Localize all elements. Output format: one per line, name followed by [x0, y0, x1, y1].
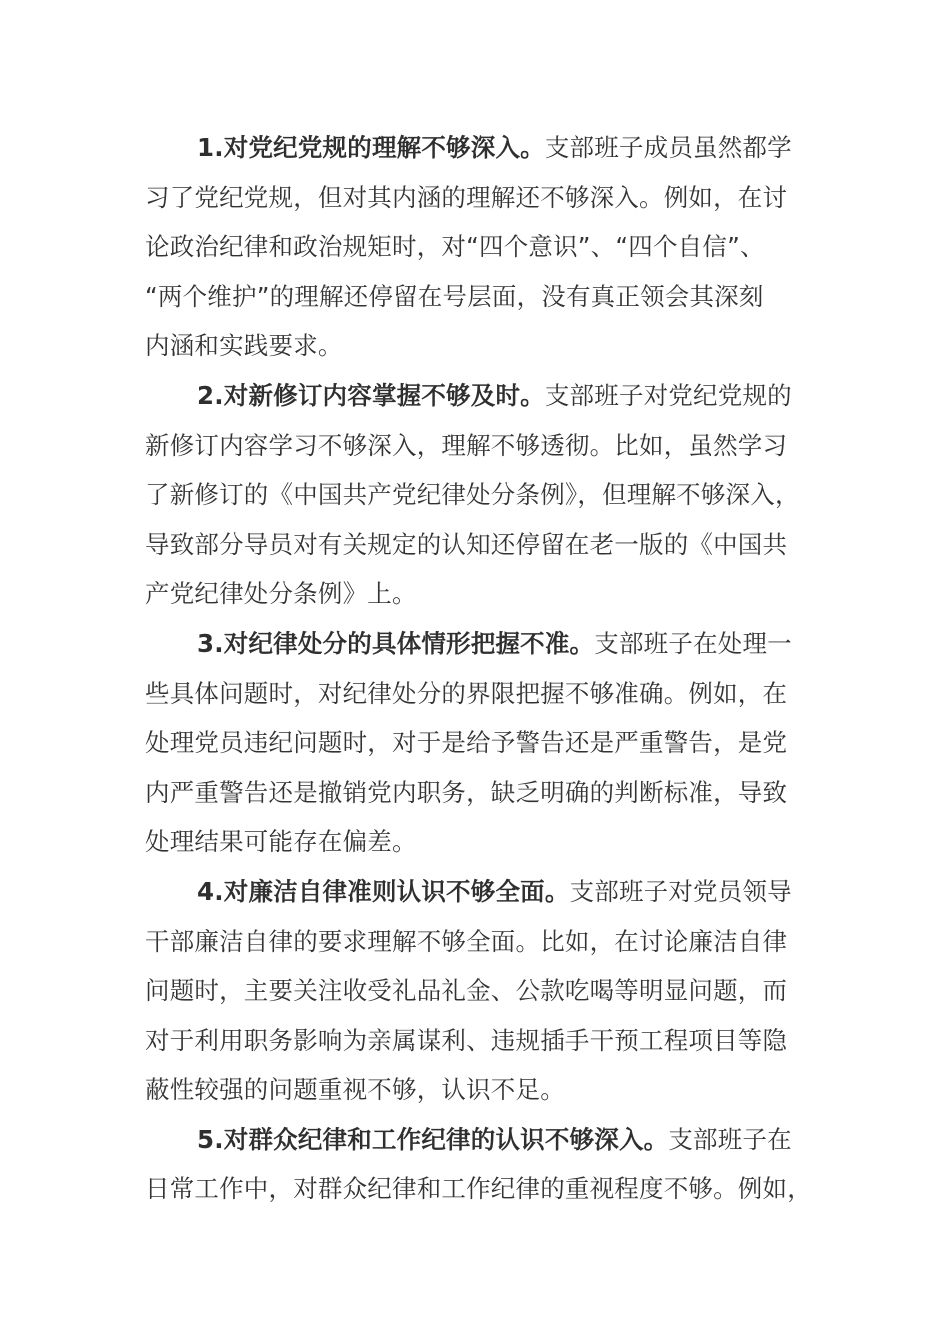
section-5 — [145, 1115, 812, 1214]
paragraph-line: 新修订内容学习不够深入，理解不够透彻。比如，虽然学习 — [145, 430, 788, 460]
paragraph-line: 内严重警告还是撤销党内职务，缺乏明确的判断标准，导致 — [145, 777, 788, 807]
section-2 — [145, 371, 800, 619]
paragraph-line: 些具体问题时，对纪律处分的界限把握不够准确。例如，在 — [145, 678, 788, 708]
paragraph-line: 论政治纪律和政治规矩时，对“四个意识”、“四个自信”、 — [145, 232, 765, 262]
paragraph-line: 对于利用职务影响为亲属谋利、违规插手干预工程项目等隐 — [145, 1025, 788, 1055]
paragraph-line: 了新修订的《中国共产党纪律处分条例》，但理解不够深入， — [145, 480, 800, 510]
section-heading: 5.对群众纪律和工作纪律的认识不够深入。 — [197, 1124, 669, 1154]
paragraph-line: 习了党纪党规，但对其内涵的理解还不够深入。例如，在讨 — [145, 182, 788, 212]
paragraph-text: 支部班子对党纪党规的 — [544, 380, 792, 410]
paragraph-line: 问题时，主要关注收受礼品礼金、公款吃喝等明显问题，而 — [145, 976, 788, 1006]
paragraph-line: “两个维护”的理解还停留在号层面，没有真正领会其深刻 — [145, 281, 764, 311]
paragraph-line: 导致部分导员对有关规定的认知还停留在老一版的《中国共 — [145, 529, 788, 559]
section-heading: 4.对廉洁自律准则认识不够全面。 — [197, 876, 570, 906]
paragraph-first-line — [145, 371, 795, 421]
document-page — [145, 123, 812, 1214]
paragraph-line: 蔽性较强的问题重视不够，认识不足。 — [145, 1075, 565, 1105]
section-heading: 2.对新修订内容掌握不够及时。 — [197, 380, 545, 410]
paragraph-text: 支部班子在 — [668, 1124, 792, 1154]
paragraph-line: 处理结果可能存在偏差。 — [145, 827, 417, 857]
paragraph-first-line — [145, 867, 795, 917]
paragraph-text: 支部班子在处理一 — [594, 628, 792, 658]
paragraph-first-line — [145, 619, 795, 669]
section-4 — [145, 867, 795, 1115]
paragraph-line: 干部廉洁自律的要求理解不够全面。比如，在讨论廉洁自律 — [145, 926, 788, 956]
section-heading: 3.对纪律处分的具体情形把握不准。 — [197, 628, 595, 658]
section-3 — [145, 619, 795, 867]
paragraph-text: 支部班子成员虽然都学 — [544, 133, 792, 162]
paragraph-line: 产党纪律处分条例》上。 — [145, 579, 417, 609]
section-heading: 1.对党纪党规的理解不够深入。 — [197, 133, 545, 162]
paragraph-line: 日常工作中，对群众纪律和工作纪律的重视程度不够。例如， — [145, 1174, 812, 1204]
paragraph-first-line — [145, 1115, 795, 1165]
paragraph-line: 内涵和实践要求。 — [145, 331, 343, 361]
paragraph-line: 处理党员违纪问题时，对于是给予警告还是严重警告，是党 — [145, 728, 788, 758]
paragraph-first-line — [145, 123, 795, 173]
paragraph-text: 支部班子对党员领导 — [569, 876, 792, 906]
section-1 — [145, 123, 795, 371]
